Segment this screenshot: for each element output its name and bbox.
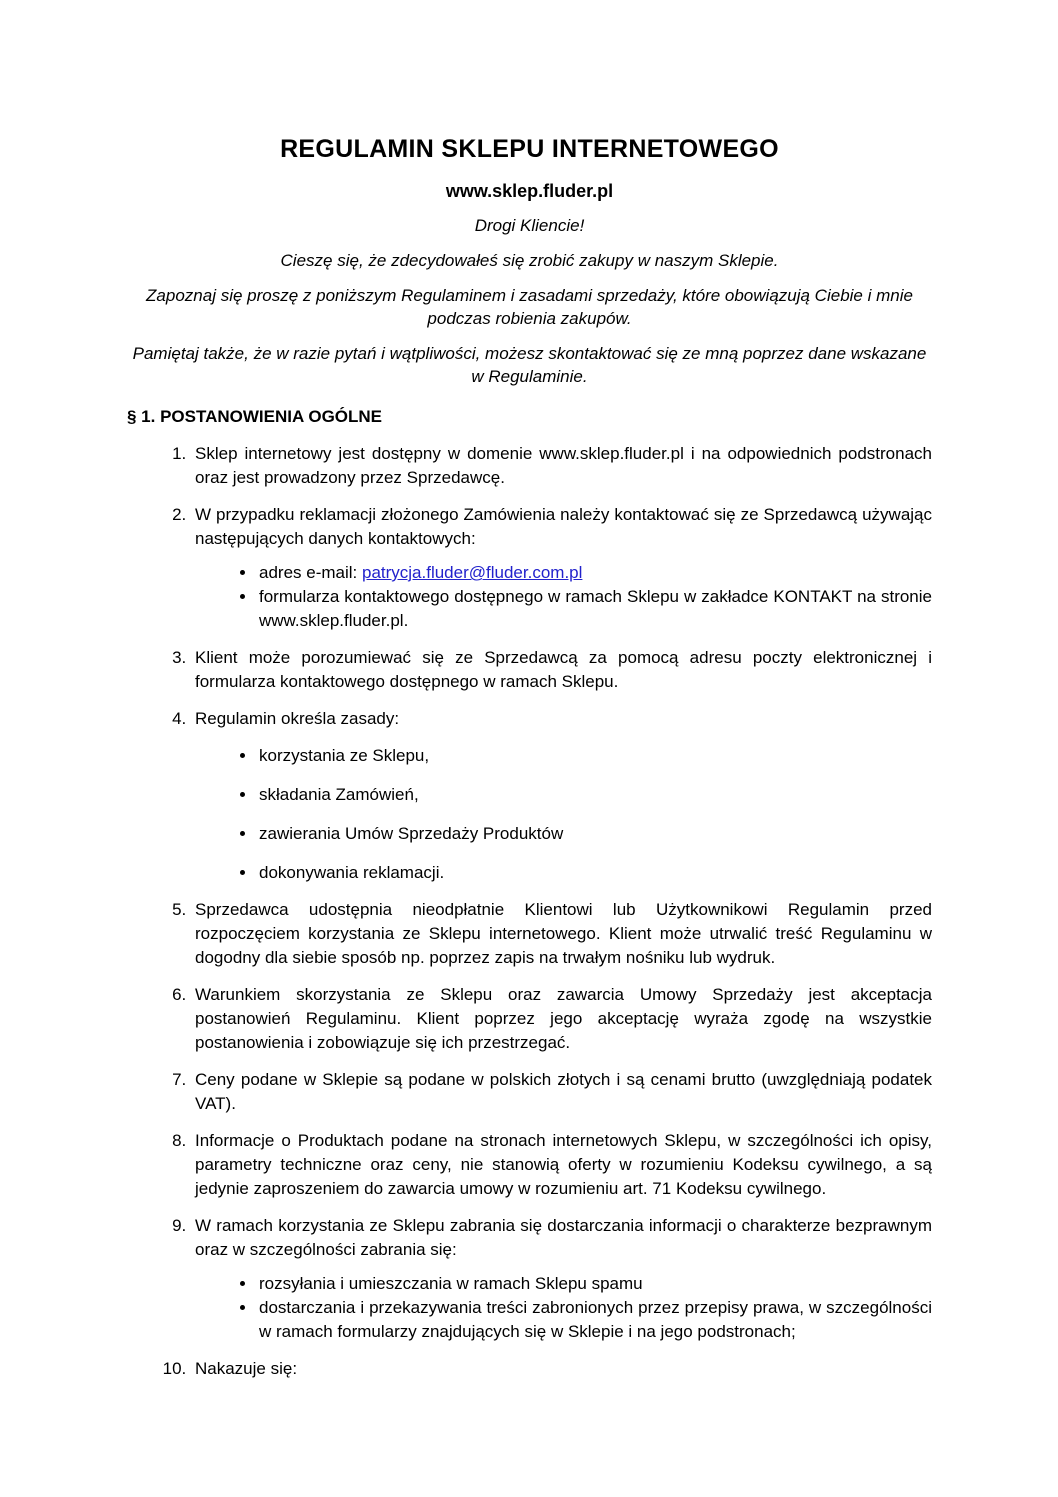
list-item-text: W przypadku reklamacji złożonego Zamówienia należy kontaktować się ze Sprzedawcą używając następujących danych kontaktowych: — [195, 505, 932, 548]
section-heading: § 1. POSTANOWIENIA OGÓLNE — [127, 407, 383, 426]
intro-line-3: Zapoznaj się proszę z poniższym Regulaminem i zasadami sprzedaży, które obowiązują Ciebie i mnie podczas robienia zakupów. — [146, 286, 913, 328]
prohibitions-bullet-list — [195, 1272, 932, 1344]
bullet-item — [257, 1272, 932, 1296]
bullet-item-contact-form — [257, 585, 932, 633]
website-line: www.sklep.fluder.pl — [445, 181, 614, 201]
list-item-9 — [191, 1214, 932, 1344]
numbered-list — [127, 442, 932, 1381]
bullet-text: rozsyłania i umieszczania w ramach Sklepu spamu — [259, 1274, 643, 1293]
bullet-item — [257, 861, 932, 885]
list-item-1 — [191, 442, 932, 490]
bullet-text: formularza kontaktowego dostępnego w ramach Sklepu w zakładce KONTAKT na stronie www.sklep.fluder.pl. — [259, 587, 932, 630]
bullet-item — [257, 744, 932, 768]
list-item-6 — [191, 983, 932, 1055]
email-link[interactable]: patrycja.fluder@fluder.com.pl — [361, 563, 583, 582]
list-item-text: Sklep internetowy jest dostępny w domenie www.sklep.fluder.pl i na odpowiednich podstronach oraz jest prowadzony przez Sprzedawcę. — [195, 444, 932, 487]
bullet-item — [257, 1296, 932, 1344]
list-item-2 — [191, 503, 932, 633]
intro-line-4: Pamiętaj także, że w razie pytań i wątpliwości, możesz skontaktować się ze mną poprzez dane wskazane w Regulaminie. — [132, 344, 927, 386]
list-item-8 — [191, 1129, 932, 1201]
document-title: REGULAMIN SKLEPU INTERNETOWEGO — [280, 135, 779, 163]
list-item-10 — [191, 1357, 932, 1381]
bullet-text: zawierania Umów Sprzedaży Produktów — [259, 824, 564, 843]
list-item-3 — [191, 646, 932, 694]
intro-line-2: Cieszę się, że zdecydowałeś się zrobić zakupy w naszym Sklepie. — [280, 251, 779, 270]
list-item-text: Warunkiem skorzystania ze Sklepu oraz zawarcia Umowy Sprzedaży jest akceptacja postanowień Regulaminu. Klient poprzez jego akceptację wyraża zgodę na wszystkie postanowienia i zobowiązuje się ich przestrzegać. — [195, 985, 932, 1052]
list-item-text: Regulamin określa zasady: — [195, 709, 400, 728]
bullet-text: składania Zamówień, — [259, 785, 419, 804]
list-item-text: Ceny podane w Sklepie są podane w polskich złotych i są cenami brutto (uwzględniają podatek VAT). — [195, 1070, 932, 1113]
bullet-text: korzystania ze Sklepu, — [259, 746, 430, 765]
list-item-text: Nakazuje się: — [195, 1359, 298, 1378]
list-item-text: W ramach korzystania ze Sklepu zabrania się dostarczania informacji o charakterze bezprawnym oraz w szczególności zabrania się: — [195, 1216, 932, 1259]
list-item-7 — [191, 1068, 932, 1116]
bullet-text: adres e-mail: — [259, 563, 362, 582]
list-item-text: Klient może porozumiewać się ze Sprzedawcą za pomocą adresu poczty elektronicznej i formularza kontaktowego dostępnego w ramach Sklepu. — [195, 648, 932, 691]
list-item-5 — [191, 898, 932, 970]
contact-bullet-list — [195, 561, 932, 633]
bullet-item-email — [257, 561, 932, 585]
list-item-text: Informacje o Produktach podane na stronach internetowych Sklepu, w szczególności ich opisy, parametry techniczne oraz ceny, nie stanowią oferty w rozumieniu Kodeksu cywilnego, a są jedynie zaproszeniem do zawarcia umowy w rozumieniu art. 71 Kodeksu cywilnego. — [195, 1131, 932, 1198]
list-item-text: Sprzedawca udostępnia nieodpłatnie Klientowi lub Użytkownikowi Regulamin przed rozpoczęciem korzystania ze Sklepu internetowego. Klient może utrwalić treść Regulaminu w dogodny dla siebie sposób np. poprzez zapis na trwałym nośniku lub wydruk. — [195, 900, 932, 967]
bullet-text: dostarczania i przekazywania treści zabronionych przez przepisy prawa, w szczególności w ramach formularzy znajdujących się w Sklepie i na jego podstronach; — [259, 1298, 932, 1341]
list-item-4 — [191, 707, 932, 885]
bullet-item — [257, 783, 932, 807]
rules-bullet-list — [195, 744, 932, 885]
bullet-item — [257, 822, 932, 846]
intro-greeting: Drogi Kliencie! — [474, 216, 585, 235]
bullet-text: dokonywania reklamacji. — [259, 863, 445, 882]
